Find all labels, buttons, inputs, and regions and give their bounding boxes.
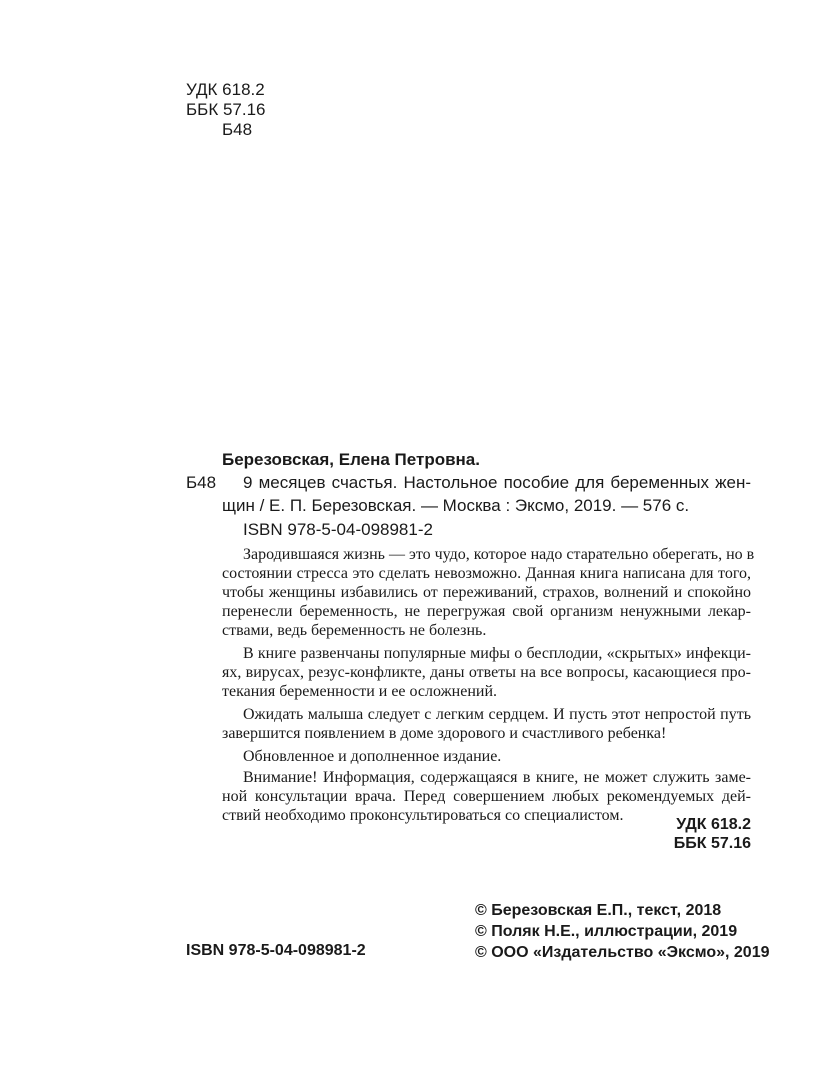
record-title-line-1: 9 месяцев счастья. Настольное пособие для беременных жен- xyxy=(243,473,751,492)
record-isbn: ISBN 978-5-04-098981-2 xyxy=(243,520,433,539)
annotation-line: ной консультации врача. Перед совершением любых рекомендуемых дей- xyxy=(222,788,751,805)
annotation xyxy=(222,545,755,825)
annotation-line: ствами, ведь беременность не болезнь. xyxy=(222,622,487,639)
annotation-line: ях, вирусах, резус-конфликте, даны ответы на все вопросы, касающиеся про- xyxy=(222,664,751,681)
bbk-code: ББК 57.16 xyxy=(186,100,266,119)
annotation-line: завершится появлением в доме здорового и счастливого ребенка! xyxy=(222,725,667,742)
top-classification-codes xyxy=(186,80,265,140)
footer-udk-code: УДК 618.2 xyxy=(676,816,751,833)
bottom-classification-codes xyxy=(600,815,751,853)
annotation-line: Ожидать малыша следует с легким сердцем. И пусть этот непростой путь xyxy=(243,706,751,723)
record-author: Березовская, Елена Петровна. xyxy=(222,450,480,469)
copyright-line: © ООО «Издательство «Эксмо», 2019 xyxy=(475,944,770,961)
annotation-line: Внимание! Информация, содержащаяся в книге, не может служить заме- xyxy=(243,769,751,786)
annotation-line: Зародившаяся жизнь — это чудо, которое надо старательно оберегать, но в xyxy=(243,546,755,563)
record-title-line-2: щин / Е. П. Березовская. — Москва : Эксмо, 2019. — 576 с. xyxy=(222,496,690,515)
udk-code: УДК 618.2 xyxy=(186,80,265,99)
copyright-line: © Березовская Е.П., текст, 2018 xyxy=(475,902,722,919)
annotation-line: В книге развенчаны популярные мифы о бесплодии, «скрытых» инфекци- xyxy=(243,645,751,662)
annotation-line: Обновленное и дополненное издание. xyxy=(243,748,502,765)
annotation-line: текания беременности и ее осложнений. xyxy=(222,683,498,700)
annotation-line: ствий необходимо проконсультироваться со специалистом. xyxy=(222,807,624,824)
footer-isbn: ISBN 978-5-04-098981-2 xyxy=(186,942,366,959)
footer-bbk-code: ББК 57.16 xyxy=(673,835,751,852)
record-author-mark: Б48 xyxy=(186,473,217,492)
author-mark: Б48 xyxy=(222,120,253,139)
copyright-block xyxy=(475,900,770,963)
annotation-line: состоянии стресса это сделать невозможно. Данная книга написана для того, xyxy=(222,565,751,582)
annotation-line: перенесли беременность, не перегружая свой организм ненужными лекар- xyxy=(222,603,751,620)
copyright-line: © Поляк Н.Е., иллюстрации, 2019 xyxy=(475,923,738,940)
annotation-line: чтобы женщины избавились от переживаний, страхов, волнений и спокойно xyxy=(222,584,751,601)
